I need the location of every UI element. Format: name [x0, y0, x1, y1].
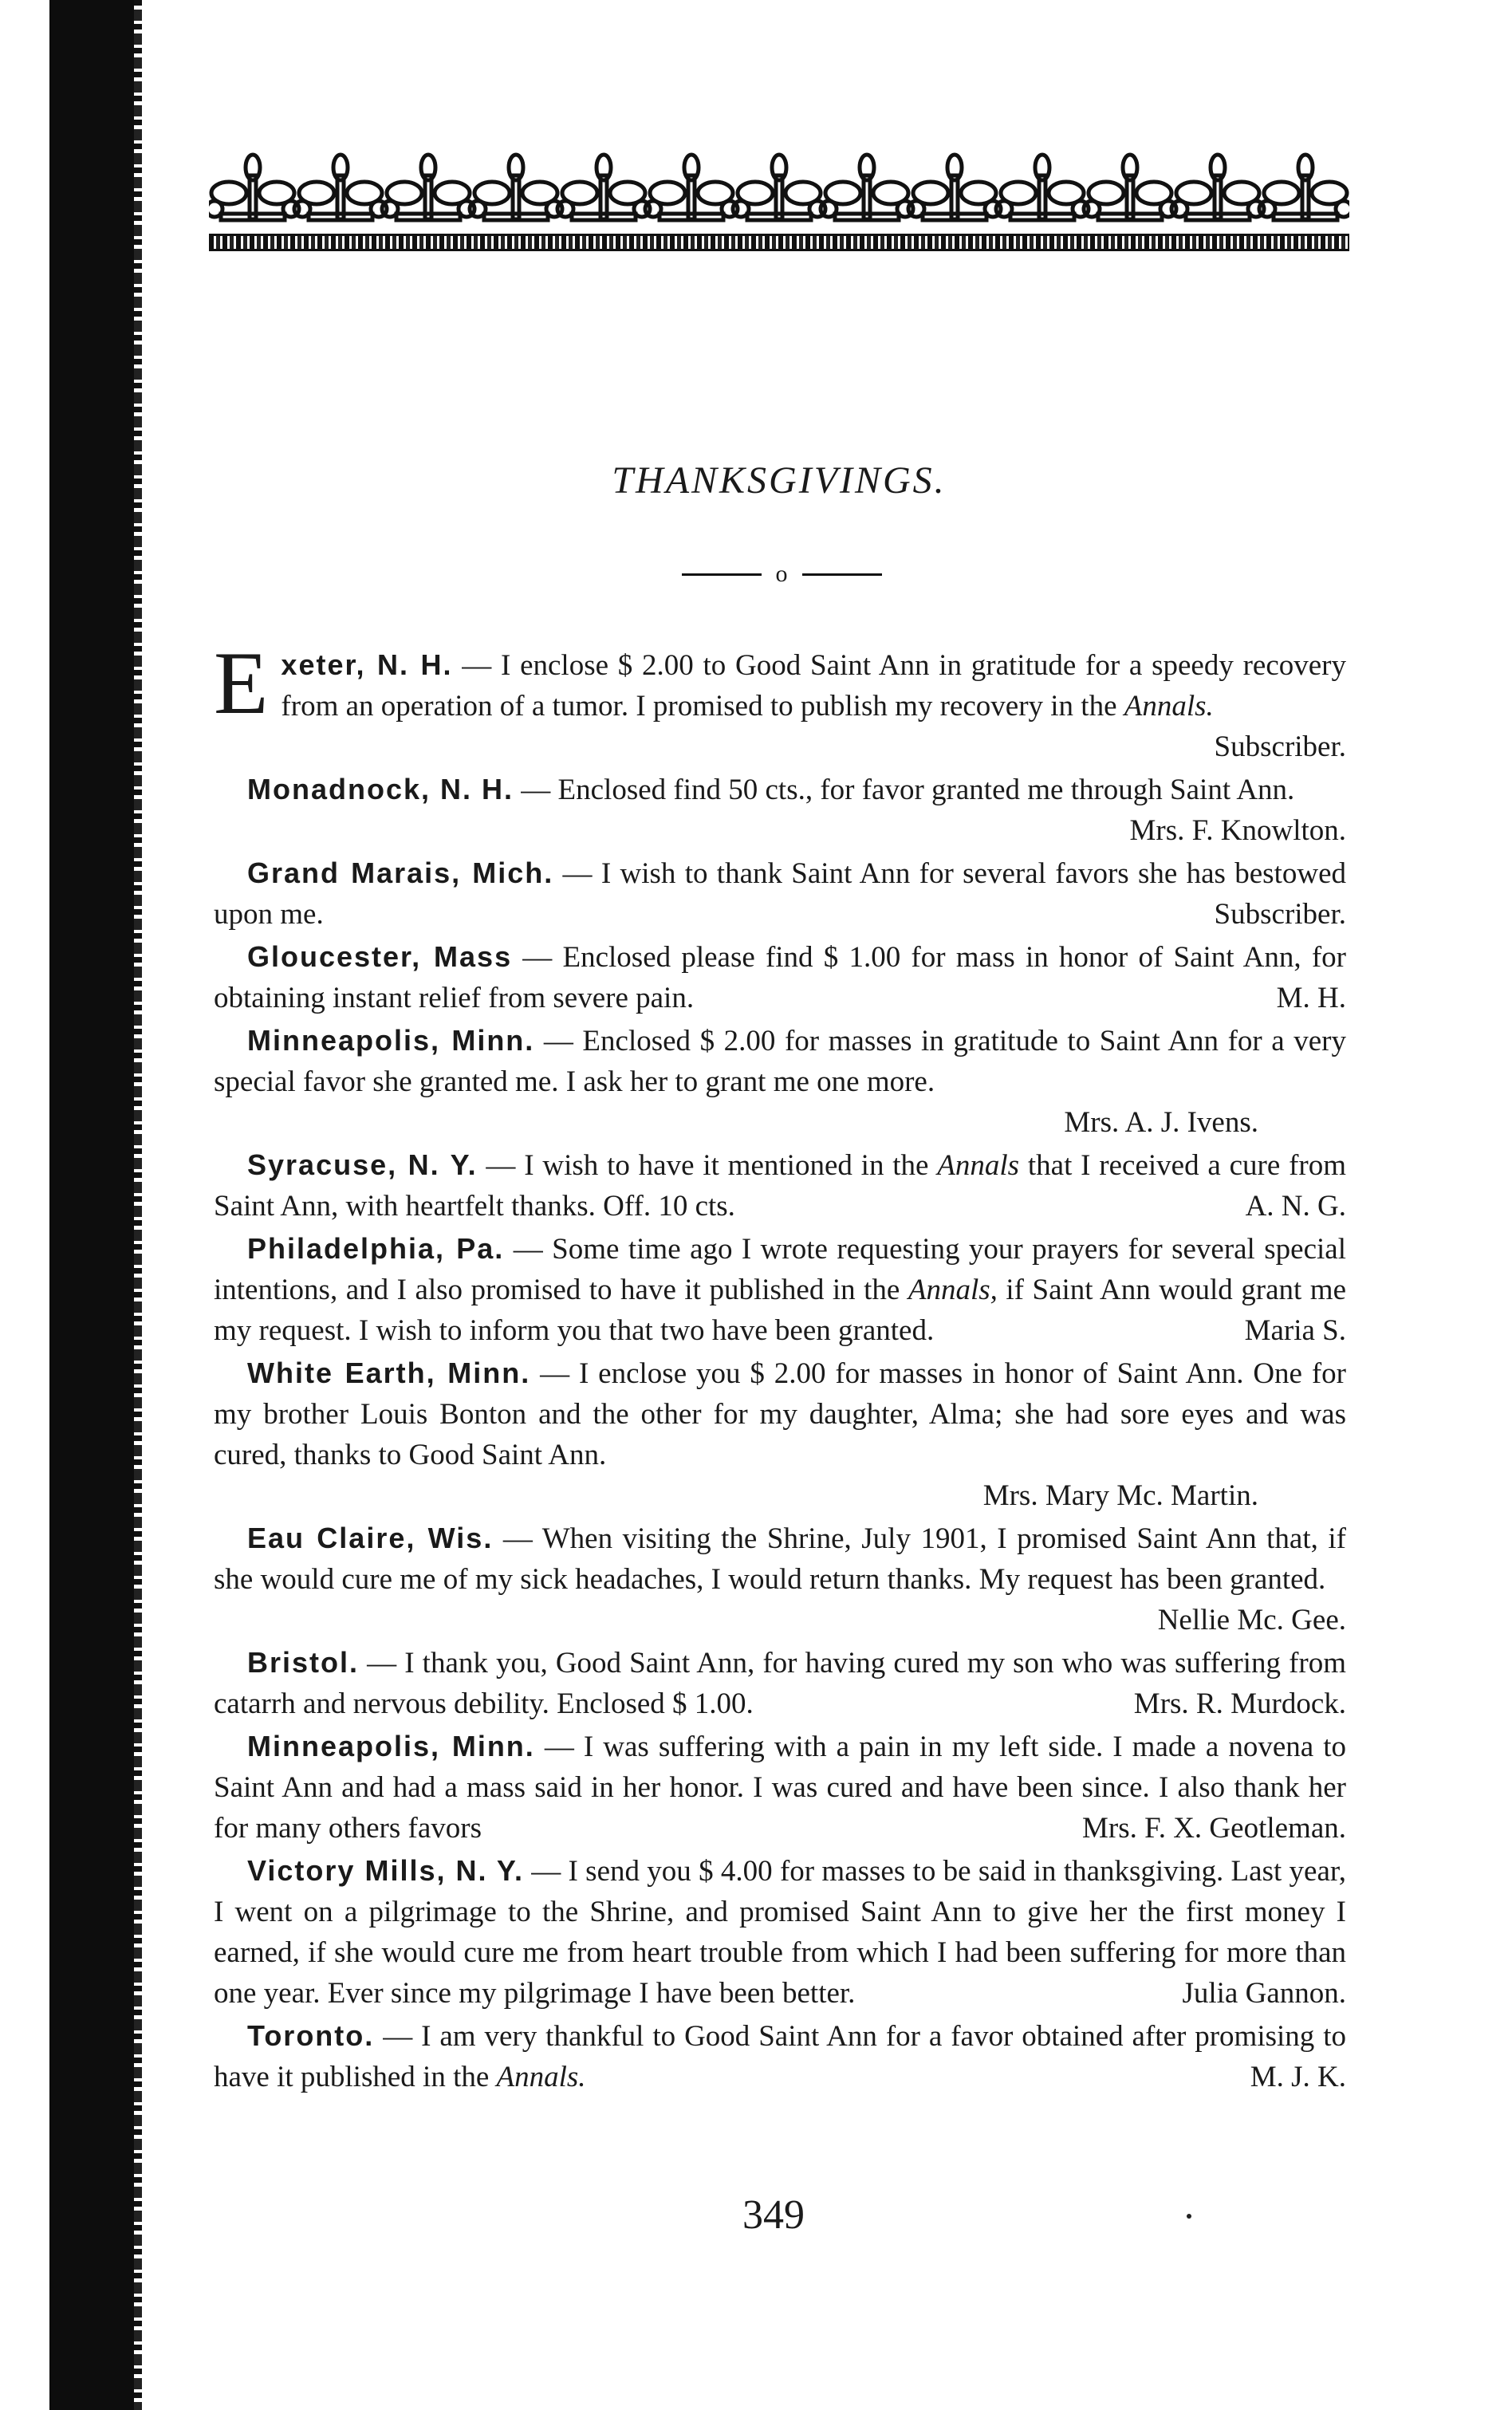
entry-text: — Enclosed find 50 cts., for favor granted me through Saint Ann. [514, 774, 1295, 806]
divider-rule-right [802, 573, 882, 576]
entry-place: Monadnock, N. H. [247, 773, 514, 805]
entry-place: Philadelphia, Pa. [247, 1232, 505, 1265]
page-binding-edge [49, 0, 137, 2410]
fleuron-icon [1171, 155, 1264, 220]
fleuron-icon [209, 155, 299, 220]
entry-text: — When visiting the Shrine, July 1901, I promised Saint Ann that, if she would cure me of my sick headaches, I would return thanks. My request has been granted. [214, 1522, 1346, 1596]
entry-signature: Mrs. A. J. Ivens. [1064, 1106, 1258, 1139]
entry-signature: Mrs. F. X. Geotleman. [1081, 1812, 1346, 1845]
fleuron-icon [294, 155, 387, 220]
entry-place: Gloucester, Mass [247, 940, 513, 973]
entry-place: Minneapolis, Minn. [247, 1024, 535, 1057]
thanksgiving-entry [214, 1228, 1346, 1351]
fleuron-icon [645, 155, 738, 220]
thanksgiving-entry [214, 1144, 1346, 1227]
entry-text: — I am very thankful to Good Saint Ann for a favor obtained after promising to have it published in the [214, 2020, 1346, 2093]
fleuron-icon [1084, 155, 1176, 220]
entry-text: — Enclosed $ 2.00 for masses in gratitude to Saint Ann for a very special favor she granted me. I ask her to grant me one more. [214, 1025, 1347, 1098]
thanksgiving-entry [214, 1850, 1346, 2014]
entry-text: — I wish to thank Saint Ann for several favors she has bestowed upon me. [214, 857, 1346, 931]
entry-place: White Earth, Minn. [247, 1357, 531, 1389]
thanksgiving-entry [214, 769, 1346, 851]
divider-rule-left [682, 573, 762, 576]
fleuron-icon [996, 155, 1089, 220]
drop-cap: E [214, 634, 269, 733]
thanksgiving-entries [214, 634, 1347, 2099]
title-divider [662, 558, 901, 590]
divider-mark: o [775, 561, 788, 587]
thanksgiving-entry [214, 1518, 1346, 1640]
entry-text-continued: if Saint Ann would grant me my request. I wish to inform you that two have been granted. [214, 1274, 1346, 1347]
fleuron-icon [1259, 155, 1349, 220]
entry-text: — Enclosed please find $ 1.00 for mass in honor of Saint Ann, for obtaining instant relief from severe pain. [214, 941, 1346, 1014]
entry-place: Eau Claire, Wis. [247, 1522, 494, 1554]
entry-text: — I send you $ 4.00 for masses to be said in thanksgiving. Last year, I went on a pilgrimage to the Shrine, and promised Saint Ann to give her the first money I earned, if she would cure me from heart trouble from which I had been suffering for more than one year. Ever since my pilgrimage I have been better. [214, 1855, 1346, 2010]
fleuron-icon [908, 155, 1001, 220]
fleuron-icon [733, 155, 825, 220]
entry-place: Toronto. [247, 2019, 375, 2052]
entry-text-continued: that I received a cure from Saint Ann, with heartfelt thanks. Off. 10 cts. [214, 1149, 1347, 1223]
thanksgiving-entry [214, 936, 1346, 1018]
thanksgiving-entry [214, 2015, 1346, 2097]
thanksgiving-entry [214, 853, 1346, 935]
fleuron-icon [382, 155, 474, 220]
entry-italic-text: Annals. [1124, 690, 1214, 723]
entry-place: Victory Mills, N. Y. [247, 1854, 524, 1887]
entry-text: — I enclose $ 2.00 to Good Saint Ann in gratitude for a speedy recovery from an operation of a tumor. I promised to publish my recovery in the [281, 649, 1346, 723]
entry-signature: A. N. G. [1245, 1190, 1346, 1223]
entry-place: Minneapolis, Minn. [247, 1730, 535, 1762]
thanksgiving-entry [214, 1642, 1346, 1724]
entry-place: Grand Marais, Mich. [247, 856, 554, 889]
entry-signature: Nellie Mc. Gee. [1157, 1604, 1346, 1636]
thanksgiving-entry [214, 1726, 1346, 1849]
entry-italic-text: Annals, [908, 1274, 998, 1306]
entry-text: — I was suffering with a pain in my left side. I made a novena to Saint Ann and had a mass said in her honor. I was cured and have been since. I also thank her for many others favors [214, 1731, 1347, 1845]
entry-signature: Subscriber. [1214, 730, 1346, 763]
entry-signature: Mrs. R. Murdock. [1133, 1687, 1346, 1720]
entry-signature: Subscriber. [1214, 898, 1346, 931]
entry-signature: Maria S. [1244, 1314, 1346, 1347]
entry-italic-text: Annals [937, 1149, 1020, 1182]
decorative-band [209, 234, 1349, 251]
entry-text: — I enclose you $ 2.00 for masses in honor of Saint Ann. One for my brother Louis Bonton and the other for my daughter, Alma; she had sore eyes and was cured, thanks to Good Saint Ann. [214, 1357, 1346, 1471]
entry-signature: M. H. [1276, 982, 1346, 1014]
entry-text: — I thank you, Good Saint Ann, for having cured my son who was suffering from catarrh and nervous debility. Enclosed $ 1.00. [214, 1647, 1346, 1720]
decorative-fleuron-border [209, 144, 1349, 231]
entry-place: Syracuse, N. Y. [247, 1148, 478, 1181]
entry-place: Bristol. [247, 1646, 360, 1679]
print-speck [1187, 2214, 1191, 2219]
entry-text: — I wish to have it mentioned in the [477, 1149, 938, 1182]
entry-signature: M. J. K. [1250, 2061, 1346, 2093]
fleuron-icon [557, 155, 650, 220]
entry-signature: Mrs. Mary Mc. Martin. [982, 1479, 1258, 1512]
entry-text: — Some time ago I wrote requesting your prayers for several special intentions, and I also promised to have it published in the [214, 1233, 1346, 1306]
thanksgiving-entry [214, 634, 1346, 767]
entry-signature: Julia Gannon. [1182, 1977, 1346, 2010]
page-title: THANKSGIVINGS. [612, 459, 947, 502]
page-number: 349 [742, 2192, 805, 2238]
fleuron-icon [821, 155, 913, 220]
entry-italic-text: Annals. [496, 2061, 586, 2093]
entry-signature: Mrs. F. Knowlton. [1129, 814, 1346, 847]
thanksgiving-entry [214, 1353, 1346, 1516]
thanksgiving-entry [214, 1020, 1346, 1143]
fleuron-icon [470, 155, 562, 220]
entry-place: xeter, N. H. [281, 648, 453, 681]
